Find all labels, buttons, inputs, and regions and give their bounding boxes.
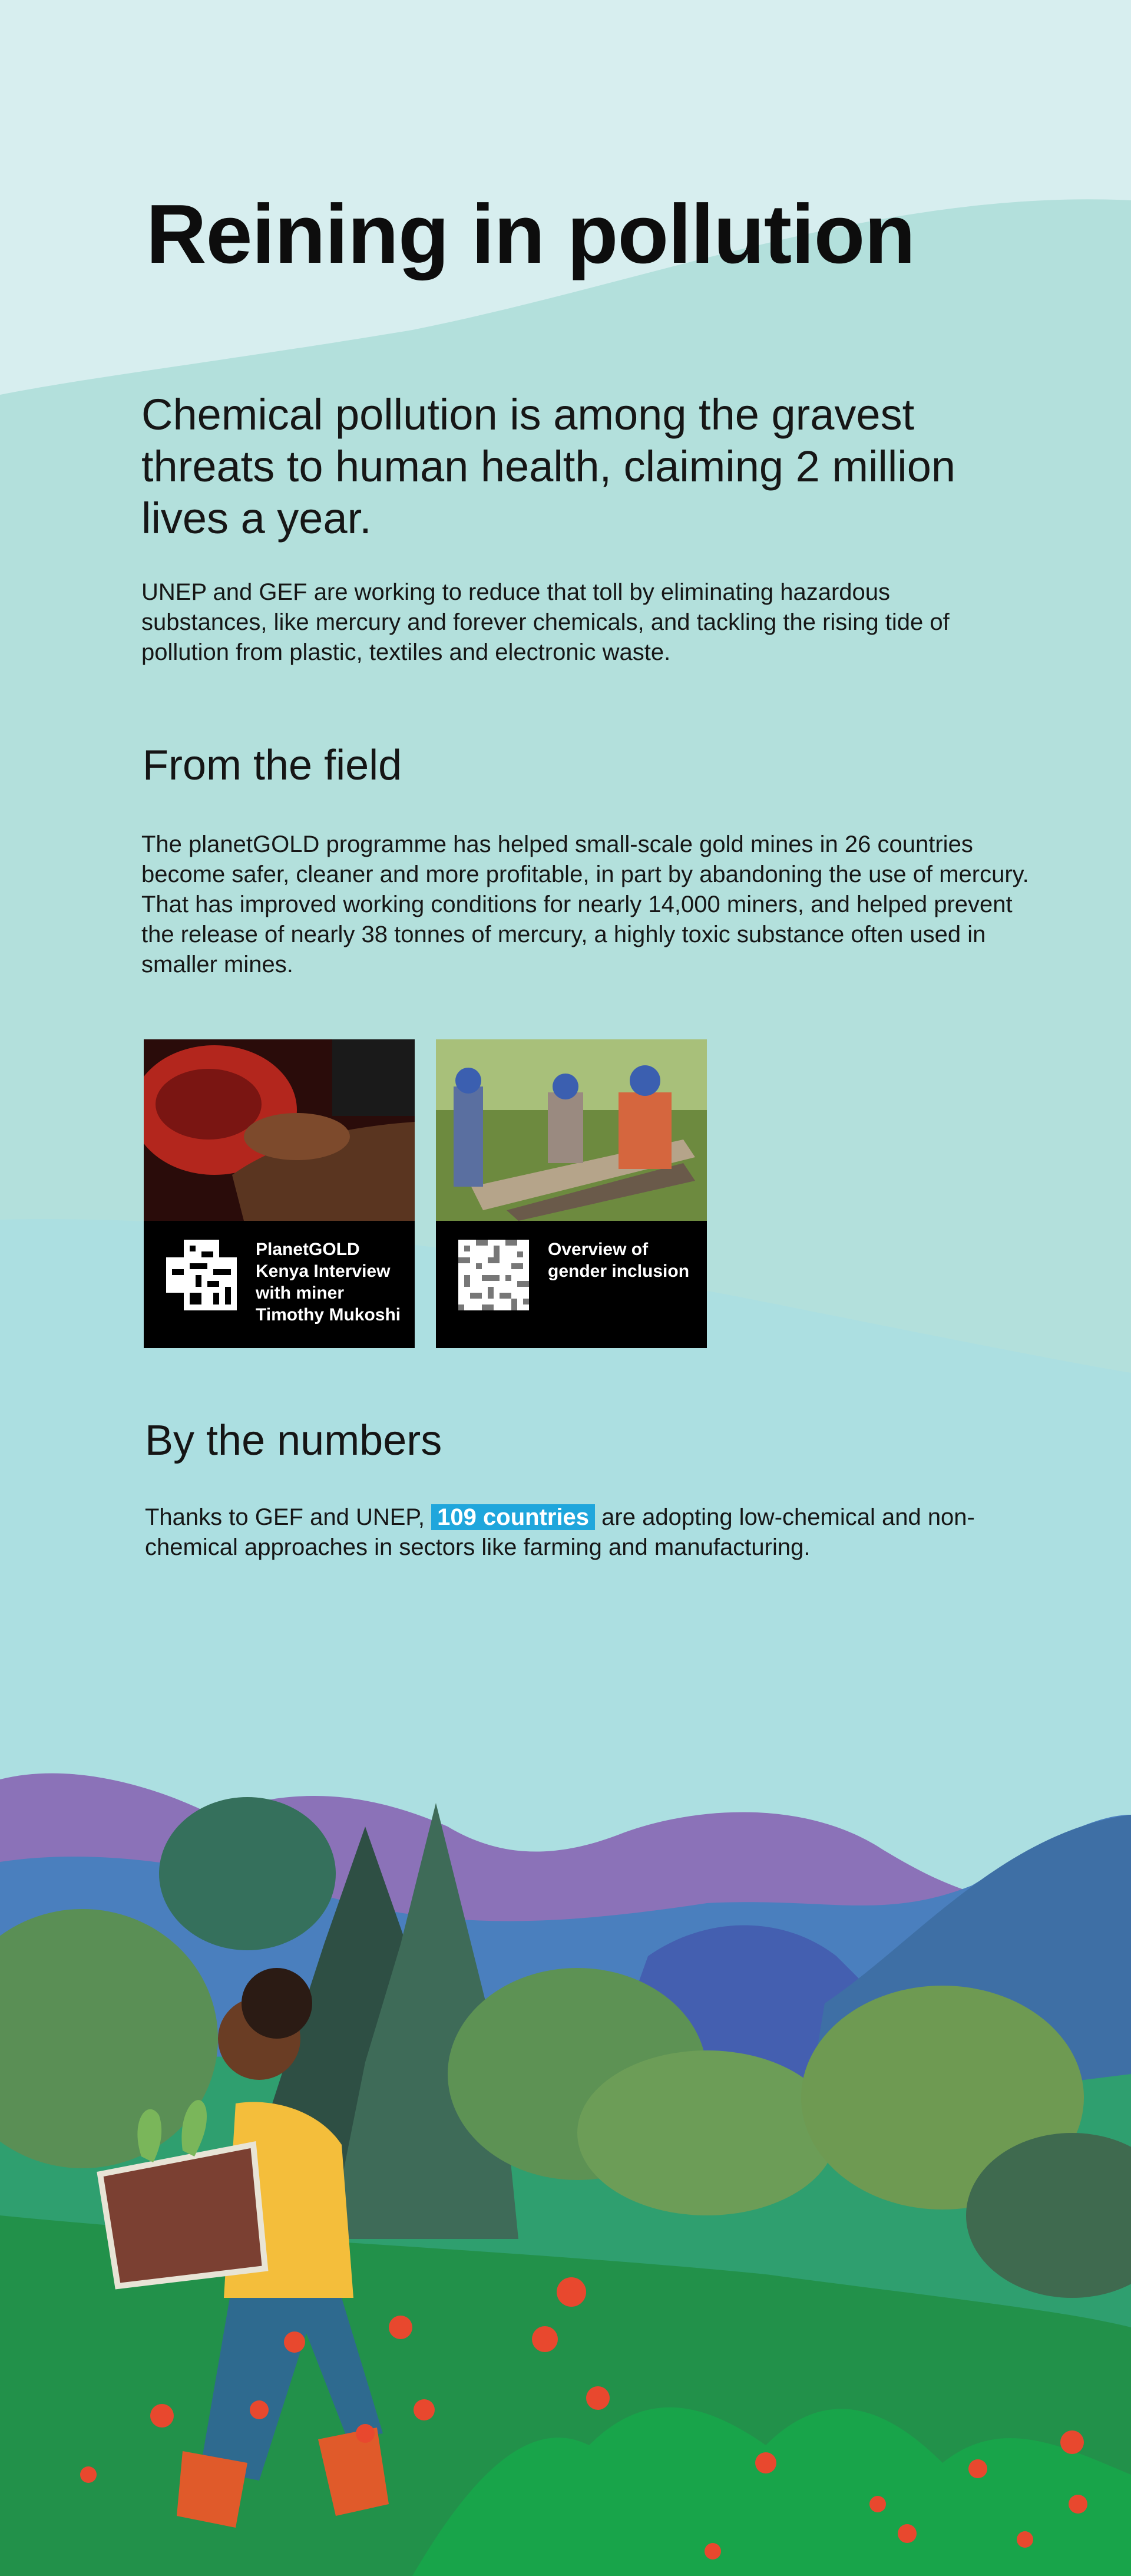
by-the-numbers-heading: By the numbers xyxy=(145,1417,442,1464)
page-title: Reining in pollution xyxy=(146,187,915,281)
video-card-gender-inclusion[interactable] xyxy=(436,1039,707,1348)
numbers-body-text xyxy=(145,1502,1040,1563)
highlight-109-countries: 109 countries xyxy=(431,1504,595,1530)
miners-sluice-photo xyxy=(436,1039,707,1221)
miner-hands-photo xyxy=(144,1039,415,1221)
lead-text: Chemical pollution is among the gravest threats to human health, claiming 2 million lives a year. xyxy=(141,390,956,543)
qr-code-icon xyxy=(166,1240,237,1310)
card-caption: Overview of gender inclusion xyxy=(548,1240,690,1281)
intro-text: UNEP and GEF are working to reduce that toll by eliminating hazardous substances, like mercury and forever chemicals, and tackling the rising tide of pollution from plastic, textiles and electronic waste. xyxy=(141,579,950,665)
card-caption: PlanetGOLD Kenya Interview with miner Timothy Mukoshi xyxy=(256,1240,401,1325)
field-body-text: The planetGOLD programme has helped small-scale gold mines in 26 countries become safer, cleaner and more profitable, in part by abandoning the use of mercury. That has improved working conditions for nearly 14,000 miners, and helped prevent the release of nearly 38 tonnes of mercury, a highly toxic substance often used in smaller mines. xyxy=(141,831,1029,977)
video-card-kenya-interview[interactable] xyxy=(144,1039,415,1348)
qr-code-icon xyxy=(458,1240,529,1310)
from-the-field-heading: From the field xyxy=(143,742,402,789)
numbers-text-before: Thanks to GEF and UNEP, xyxy=(145,1504,432,1530)
numbers-text-after: are adopting low-chemical and non-chemical approaches in sectors like farming and manufacturing. xyxy=(145,1504,975,1560)
